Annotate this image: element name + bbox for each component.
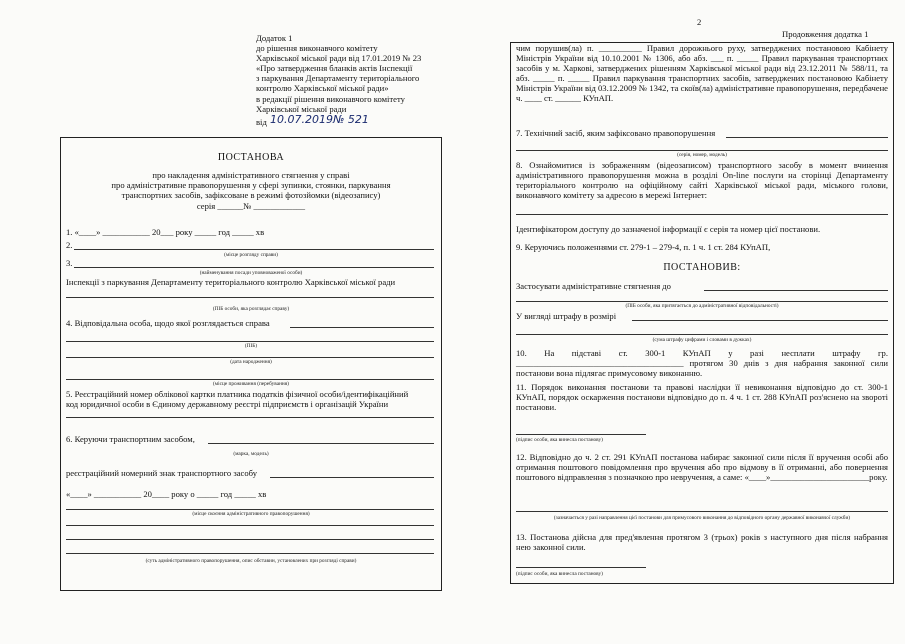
field-6-caption: (марка, модель) bbox=[233, 451, 269, 457]
item-7-line bbox=[726, 137, 888, 138]
form-title: ПОСТАНОВА bbox=[217, 152, 285, 163]
continuation-label: Продовження додатка 1 bbox=[782, 29, 869, 39]
item-9-text: 9. Керуючись положеннями ст. 279-1 – 279-4, п. 1 ч. 1 ст. 284 КУпАП, bbox=[516, 242, 771, 252]
form-series-number: серія ______№ ____________ bbox=[196, 201, 306, 211]
item-12-caption: (зазначається у разі направлення цієї постанови для примусового виконання до відповідного органу державної виконавчої служби) bbox=[553, 515, 851, 521]
field-5-line-2: код юридичної особи в Єдиному державному реєстрі підприємств і організацій України bbox=[66, 399, 389, 409]
field-3-caption: (найменування посади уповноваженої особи) bbox=[199, 270, 303, 276]
fine-amount-line-2 bbox=[516, 334, 888, 335]
right-page bbox=[452, 0, 905, 644]
appendix-line-3: Харківської міської ради від 17.01.2019 № 23 bbox=[256, 53, 422, 63]
field-6-line bbox=[208, 443, 434, 444]
appendix-line-2: до рішення виконавчого комітету bbox=[256, 43, 378, 53]
field-6-essence-line-1 bbox=[66, 525, 434, 526]
handwritten-date-number: 10.07.2019№ 521 bbox=[270, 113, 369, 126]
form-subtitle-2: про адміністративне правопорушення у сфері зупинки, стоянки, паркування bbox=[111, 180, 391, 190]
signature-line-1 bbox=[516, 434, 646, 435]
signature-caption-2: (підпис особи, яка винесла постанову) bbox=[516, 571, 603, 577]
item-8-identifier-note: Ідентифікатором доступу до зазначеної інформації є серія та номер цієї постанови. bbox=[516, 224, 821, 234]
item-12-text: 12. Відповідно до ч. 2 ст. 291 КУпАП постанова набирає законної сили після її вручення особі або отримання поштового повідомлення про вручення або про відмову в її отриманні, або повернення поштового відправлення з позначкою про невручення, а саме: «____»_______________________року. bbox=[516, 452, 888, 482]
field-2-line bbox=[74, 249, 434, 250]
field-2-label: 2. bbox=[66, 240, 73, 250]
item-10-text: 10. На підставі ст. 300-1 КУпАП у разі несплати штрафу гр. _______________________________________ протягом 30 днів з дня набрання законної сили постанови вона підлягає примусовому виконанню. bbox=[516, 348, 888, 378]
item-12-line bbox=[516, 511, 888, 512]
field-3-line bbox=[74, 267, 434, 268]
field-6-plate-label: реєстраційний номерний знак транспортного засобу bbox=[66, 468, 258, 478]
appendix-line-7: в редакції рішення виконавчого комітету bbox=[256, 94, 405, 104]
apply-penalty-label: Застосувати адміністративне стягнення до bbox=[516, 281, 671, 291]
field-4-pib-caption: (ПІБ) bbox=[244, 343, 258, 349]
appendix-line-6: контролю Харківської міської ради» bbox=[256, 83, 389, 93]
field-4-line bbox=[290, 327, 434, 328]
field-4-dob-line bbox=[66, 357, 434, 358]
field-3-inspection: Інспекції з паркування Департаменту територіального контролю Харківської міської ради bbox=[66, 277, 396, 287]
field-4-address-caption: (місце проживання (перебування) bbox=[213, 381, 289, 387]
page-number: 2 bbox=[697, 17, 702, 27]
fine-amount-line bbox=[632, 320, 888, 321]
item-13-text: 13. Постанова дійсна для пред'явлення протягом 3 (трьох) років з наступного дня після набрання нею законної сили. bbox=[516, 532, 888, 552]
item-8-line bbox=[516, 214, 888, 215]
decided-heading: ПОСТАНОВИВ: bbox=[663, 262, 741, 273]
appendix-line-5: з паркування Департаменту територіального bbox=[256, 73, 420, 83]
fine-amount-label: У вигляді штрафу в розмірі bbox=[516, 311, 617, 321]
field-6-plate-line bbox=[270, 477, 434, 478]
field-6-essence-line-3 bbox=[66, 553, 434, 554]
field-6-essence-line-2 bbox=[66, 539, 434, 540]
item-7-line-2 bbox=[516, 150, 888, 151]
field-5-line-1: 5. Реєстраційний номер облікової картки платника податків фізичної особи/ідентифікаційний bbox=[66, 389, 409, 399]
form-subtitle-3: транспортних засобів, зафіксоване в режимі фотозйомки (відеозапису) bbox=[121, 190, 381, 200]
field-4-dob-caption: (дата народження) bbox=[230, 359, 272, 365]
field-1-date-time: 1. «____» ___________ 20___ року _____ год _____ хв bbox=[66, 227, 265, 237]
item-7-label: 7. Технічний засіб, яким зафіксовано правопорушення bbox=[516, 128, 716, 138]
appendix-line-1: Додаток 1 bbox=[256, 33, 293, 43]
form-subtitle-1: про накладення адміністративного стягнення у справі bbox=[152, 170, 350, 180]
appendix-line-4: «Про затвердження бланків актів Інспекції bbox=[256, 63, 413, 73]
field-4-pib-line bbox=[66, 341, 434, 342]
field-4-label: 4. Відповідальна особа, щодо якої розглядається справа bbox=[66, 318, 270, 328]
left-page bbox=[0, 0, 452, 644]
field-6-date-time: «____» ___________ 20____ року о _____ год _____ хв bbox=[66, 489, 267, 499]
field-3b-line bbox=[66, 297, 434, 298]
signature-line-2 bbox=[516, 567, 646, 568]
appendix-line-8: Харківської міської ради bbox=[256, 104, 347, 114]
paragraph-violation: чим порушив(ла) п. __________ Правил дорожнього руху, затверджених постановою Кабінету Міністрів України від 10.10.2001 № 1306, або абз. ___ п. _____ Правил паркування транспортних засобів у м. Харкові, затверджених рішенням Харківської міської ради від 23.12.2011 № 588/11, та абз. _____ п. _____ Правил паркування транспортних засобів, затверджених постановою Кабінету Міністрів України від 03.12.2009 № 1342, та скоїв(ла) адміністративне правопорушення, передбачене ч. ____ ст. ______ КУпАП. bbox=[516, 43, 888, 103]
field-3-label: 3. bbox=[66, 258, 73, 268]
field-6-essence-caption: (суть адміністративного правопорушення, опис обставин, установлених при розгляді справи) bbox=[145, 558, 357, 564]
item-11-text: 11. Порядок виконання постанови та правові наслідки її невиконання відповідно до ст. 300-1 КУпАП, порядок оскарження постанови відповідно до п. 4 ч. 1 ст. 288 КУпАП роз'яснено на звороті постанови. bbox=[516, 382, 888, 412]
field-4-address-line bbox=[66, 379, 434, 380]
apply-penalty-line-2 bbox=[516, 301, 888, 302]
field-6-place-caption: (місце скоєння адміністративного правопорушення) bbox=[192, 511, 310, 517]
field-6-label: 6. Керуючи транспортним засобом, bbox=[66, 434, 195, 444]
item-7-caption: (серія, номер, модель) bbox=[677, 152, 727, 158]
apply-penalty-line bbox=[704, 290, 888, 291]
fine-amount-caption: (сума штрафу цифрами і словами в дужках) bbox=[652, 337, 752, 343]
field-5-line bbox=[66, 417, 434, 418]
signature-caption-1: (підпис особи, яка винесла постанову) bbox=[516, 437, 603, 443]
field-6-place-line bbox=[66, 509, 434, 510]
item-8-text: 8. Ознайомитися із зображенням (відеозаписом) транспортного засобу в момент вчинення адміністративного правопорушення можна в розділі On-line послуги на сторінці Департаменту територіального контролю на офіційному сайті Харківської міської ради, міського голови, виконавчого комітету за адресою в мережі Інтернет: bbox=[516, 160, 888, 200]
field-2-caption: (місце розгляду справи) bbox=[224, 252, 278, 258]
appendix-date-label: від bbox=[256, 117, 267, 127]
apply-penalty-caption: (ПІБ особи, яка притягається до адміністративної відповідальності) bbox=[625, 303, 779, 309]
field-3b-caption: (ПІБ особи, яка розглядає справу) bbox=[212, 306, 290, 312]
